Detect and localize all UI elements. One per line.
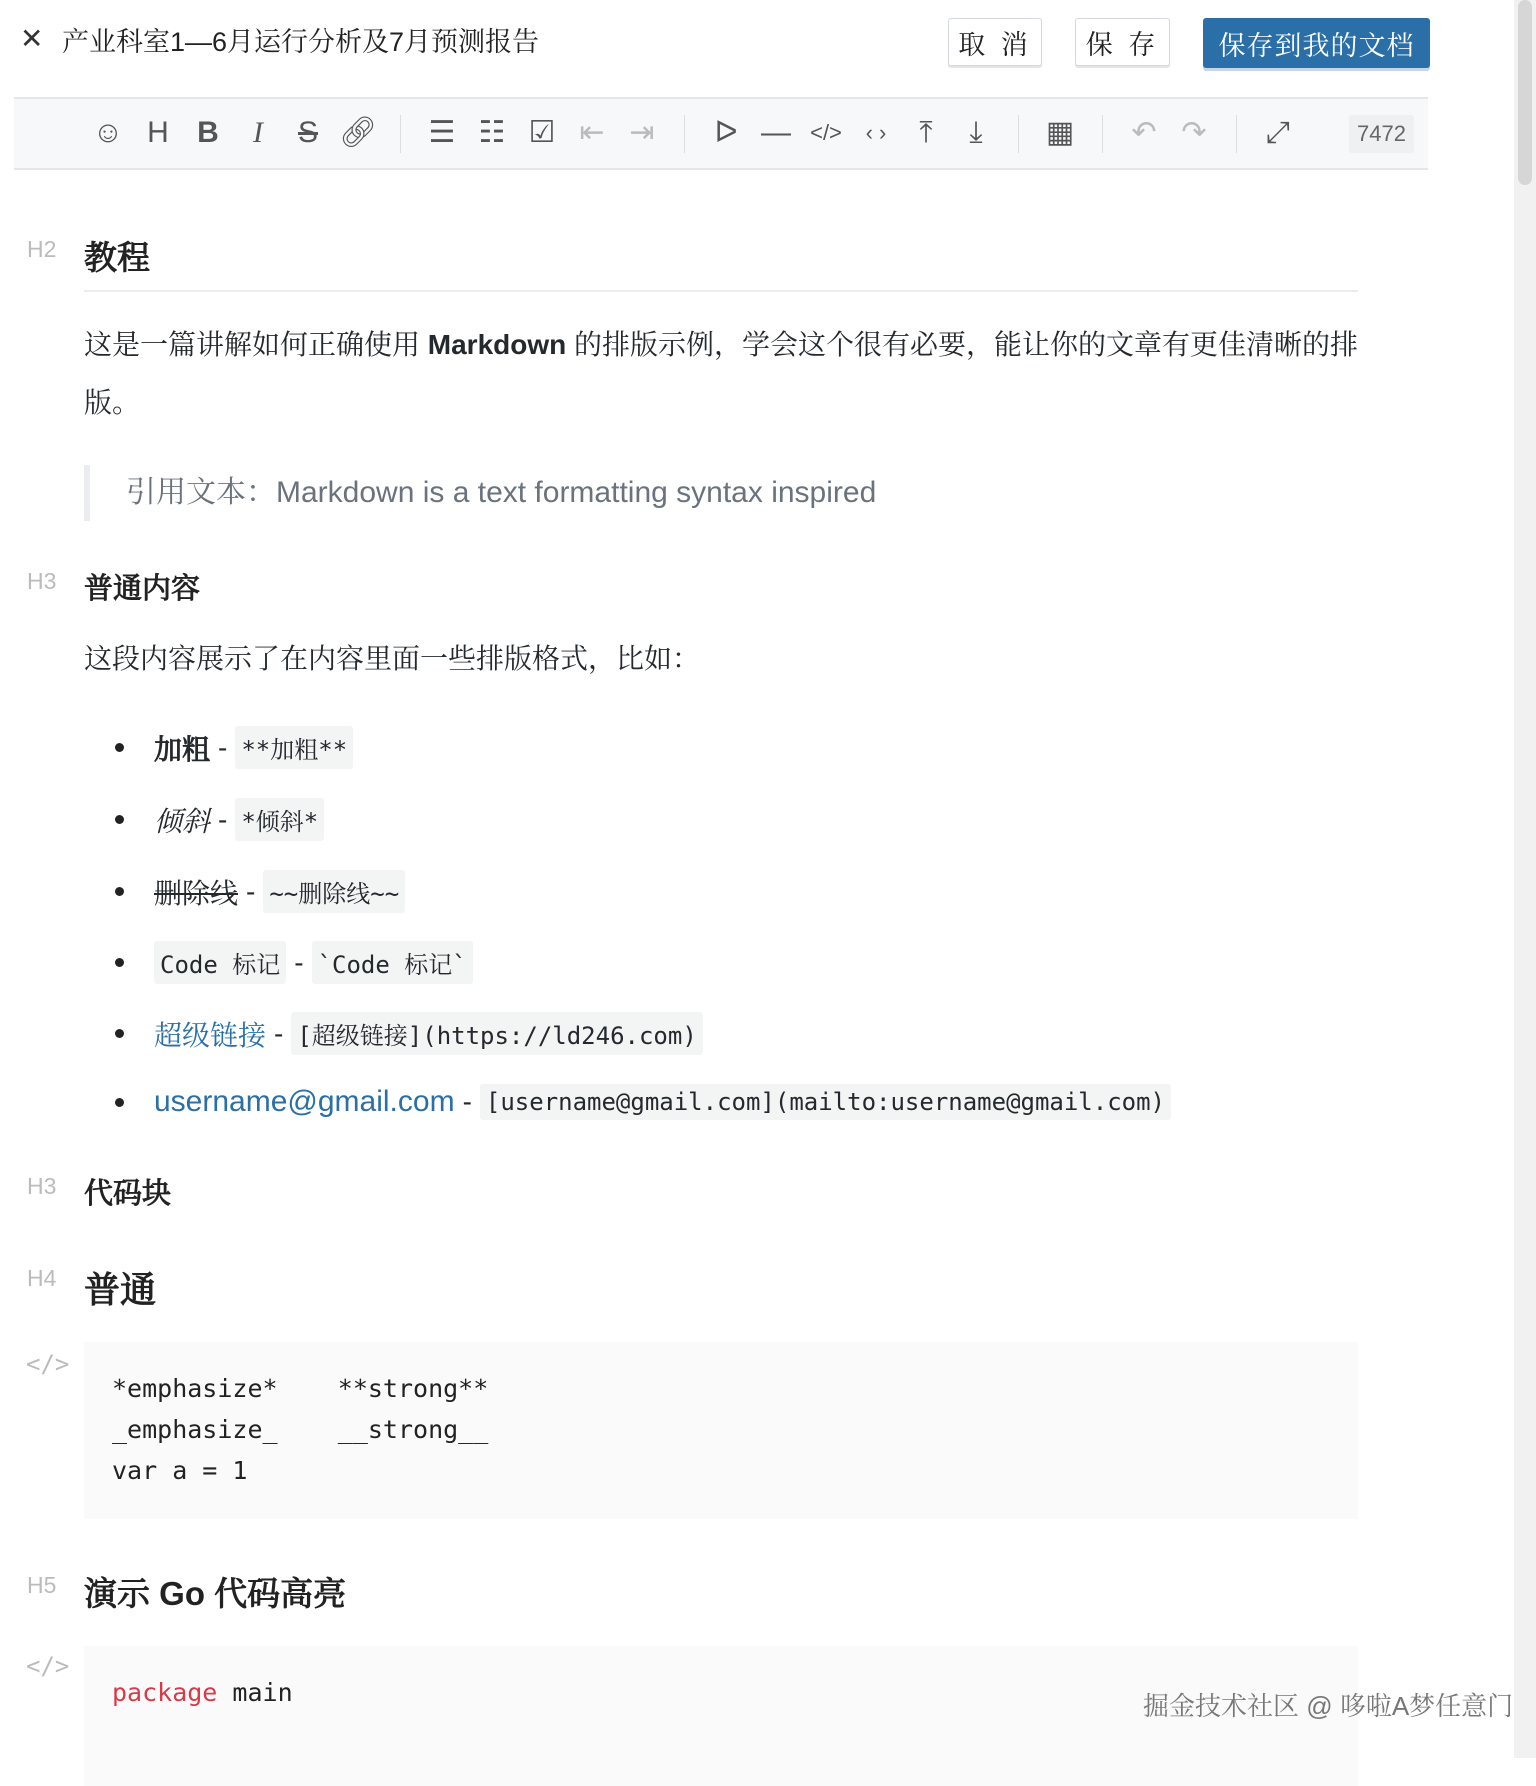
- save-button[interactable]: 保 存: [1075, 18, 1170, 66]
- undo-icon[interactable]: ↶: [1131, 116, 1157, 149]
- indent-icon[interactable]: ⇥: [629, 116, 655, 149]
- bold-icon[interactable]: B: [197, 116, 219, 149]
- table-icon[interactable]: ▦: [1045, 116, 1075, 149]
- code-block: *emphasize* **strong** _emphasize_ __strong__ var a = 1: [84, 1342, 1358, 1519]
- heading-h2: 教程: [84, 239, 150, 276]
- heading-level-label: H2: [27, 236, 57, 262]
- check-list-icon[interactable]: ☑: [528, 116, 556, 149]
- heading-h3: 代码块: [84, 1178, 172, 1210]
- document-title: 产业科室1—6月运行分析及7月预测报告: [62, 27, 540, 57]
- insert-before-icon[interactable]: ⤒: [919, 116, 933, 149]
- code-block: package main: [84, 1646, 1358, 1786]
- list-item: Code 标记 - `Code 标记`: [115, 941, 473, 984]
- save-to-my-docs-button[interactable]: 保存到我的文档: [1203, 18, 1430, 68]
- bullet-list-icon[interactable]: ☰: [428, 116, 456, 149]
- heading-icon[interactable]: H: [147, 116, 169, 149]
- code-block-icon[interactable]: </>: [810, 120, 842, 145]
- heading-level-label: H5: [27, 1572, 57, 1598]
- heading-h3: 普通内容: [84, 573, 201, 605]
- emoji-icon[interactable]: ☺: [92, 116, 124, 149]
- strike-icon[interactable]: S: [297, 116, 318, 149]
- link-icon[interactable]: 🔗︎: [338, 116, 378, 149]
- email-link[interactable]: username@gmail.com: [154, 1085, 455, 1118]
- heading-level-label: H4: [27, 1265, 57, 1291]
- heading-level-label: H3: [27, 1173, 57, 1199]
- redo-icon[interactable]: ↷: [1181, 116, 1207, 149]
- code-block-icon: </>: [26, 1350, 70, 1378]
- heading-h5: 演示 Go 代码高亮: [84, 1575, 347, 1612]
- inline-code-icon[interactable]: ‹ ›: [865, 120, 887, 145]
- outdent-icon[interactable]: ⇤: [579, 116, 605, 149]
- heading-level-label: H3: [27, 568, 57, 594]
- heading-h4: 普通: [84, 1269, 157, 1310]
- list-item: 超级链接 - [超级链接](https://ld246.com): [115, 1012, 703, 1055]
- character-count: 7472: [1349, 115, 1414, 153]
- cancel-button[interactable]: 取 消: [948, 18, 1042, 66]
- list-item: 加粗 - **加粗**: [115, 726, 353, 769]
- insert-after-icon[interactable]: ⤓: [969, 116, 983, 149]
- intro-paragraph: 这是一篇讲解如何正确使用 Markdown 的排版示例，学会这个很有必要，能让你的文章有更佳清晰的排版。: [84, 329, 1359, 418]
- hyperlink[interactable]: 超级链接: [154, 1019, 267, 1051]
- blockquote: 引用文本：Markdown is a text formatting syntax inspired: [84, 465, 876, 521]
- watermark: 掘金技术社区 @ 哆啦A梦任意门: [1143, 1691, 1514, 1721]
- divider: [84, 290, 1358, 292]
- list-item: username@gmail.com - [username@gmail.com](mailto:username@gmail.com): [115, 1084, 1171, 1120]
- editor-toolbar: [14, 97, 1428, 170]
- close-icon[interactable]: ✕: [20, 23, 44, 54]
- list-item: 删除线 - ~~删除线~~: [115, 870, 405, 913]
- italic-icon[interactable]: I: [253, 116, 263, 149]
- ordered-list-icon[interactable]: ☷: [478, 116, 506, 149]
- list-item: 倾斜 - *倾斜*: [115, 798, 324, 841]
- paragraph: 这段内容展示了在内容里面一些排版格式，比如：: [84, 643, 701, 674]
- scrollbar-thumb[interactable]: [1518, 0, 1532, 185]
- code-block-icon: </>: [26, 1652, 70, 1680]
- quote-icon[interactable]: ᐅ: [714, 116, 738, 149]
- fullscreen-icon[interactable]: ⤢: [1266, 116, 1290, 149]
- hr-icon[interactable]: —: [761, 116, 791, 149]
- scrollbar[interactable]: [1514, 0, 1536, 1758]
